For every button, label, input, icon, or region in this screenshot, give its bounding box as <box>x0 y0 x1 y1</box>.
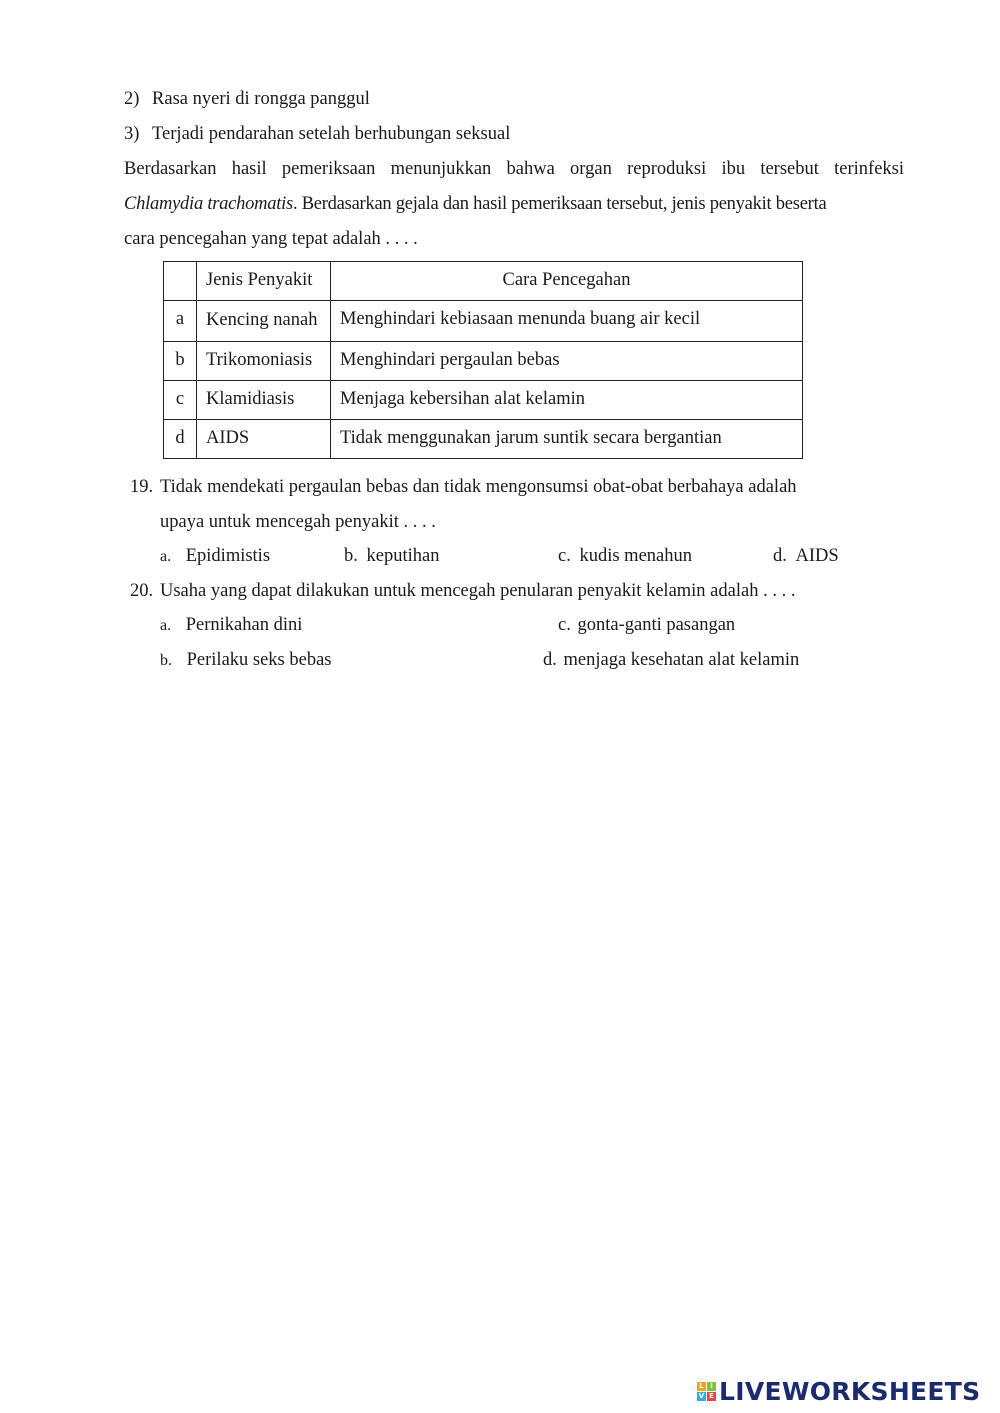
question-20-number: 20. <box>130 581 154 601</box>
q19-option-a-text: Epidimistis <box>185 546 271 566</box>
table-header-blank <box>164 262 197 301</box>
q20-option-b-text: Perilaku seks bebas <box>186 650 332 670</box>
q19-option-d-text: AIDS <box>795 546 839 566</box>
row-cara: Tidak menggunakan jarum suntik secara bergantian <box>331 420 803 459</box>
question-19-text-2: upaya untuk mencegah penyakit . . . . <box>160 512 436 532</box>
symptom-2-text: Rasa nyeri di rongga panggul <box>152 89 370 109</box>
logo-mark-icon <box>697 1382 716 1401</box>
row-cara: Menghindari kebiasaan menunda buang air kecil <box>331 301 803 342</box>
q19-option-d[interactable] <box>773 544 839 568</box>
liveworksheets-logo <box>697 1377 980 1406</box>
q20-option-a-text: Pernikahan dini <box>185 615 303 635</box>
table-row <box>164 381 803 420</box>
logo-mark-letter: L <box>697 1382 706 1391</box>
q19-option-a-label: a. <box>160 548 172 565</box>
question-19-number: 19. <box>130 477 154 497</box>
q20-option-a-label: a. <box>160 617 172 634</box>
q20-option-b[interactable] <box>160 648 332 673</box>
row-jenis: Klamidiasis <box>197 381 331 420</box>
row-label: c <box>164 381 197 420</box>
table-row <box>164 301 803 342</box>
row-cara: Menghindari pergaulan bebas <box>331 342 803 381</box>
table-row <box>164 420 803 459</box>
row-jenis: Kencing nanah <box>197 301 331 342</box>
q20-option-d-label: d. <box>543 650 557 670</box>
paragraph-line-3: cara pencegahan yang tepat adalah . . . . <box>124 229 418 249</box>
row-label: a <box>164 301 197 342</box>
row-jenis: Trikomoniasis <box>197 342 331 381</box>
q19-option-b[interactable] <box>344 544 439 568</box>
q19-option-a[interactable] <box>160 544 270 569</box>
answer-options-table <box>163 261 803 459</box>
row-cara: Menjaga kebersihan alat kelamin <box>331 381 803 420</box>
symptom-3-number: 3) <box>124 124 140 144</box>
symptom-2-number: 2) <box>124 89 140 109</box>
symptom-3 <box>124 122 510 146</box>
q19-option-c-text: kudis menahun <box>579 546 692 566</box>
row-jenis: AIDS <box>197 420 331 459</box>
table-row <box>164 342 803 381</box>
q20-option-a[interactable] <box>160 613 302 638</box>
q20-option-d[interactable] <box>543 648 799 672</box>
q19-option-d-label: d. <box>773 546 787 566</box>
organism-name: Chlamydia trachomatis <box>124 194 293 214</box>
row-label: d <box>164 420 197 459</box>
table-header-cara: Cara Pencegahan <box>331 262 803 301</box>
paragraph-line-1: Berdasarkan hasil pemeriksaan menunjukkan bahwa organ reproduksi ibu tersebut terinfeksi <box>124 159 904 179</box>
logo-mark-letter: I <box>707 1382 716 1391</box>
question-20-text-1: Usaha yang dapat dilakukan untuk mencegah penularan penyakit kelamin adalah . . . . <box>160 581 796 601</box>
paragraph-line-2 <box>124 192 826 216</box>
q19-option-c[interactable] <box>558 544 692 568</box>
q19-option-b-label: b. <box>344 546 358 566</box>
logo-mark-letter: E <box>707 1392 716 1401</box>
logo-text: LIVEWORKSHEETS <box>719 1377 981 1406</box>
q19-option-b-text: keputihan <box>366 546 440 566</box>
symptom-3-text: Terjadi pendarahan setelah berhubungan seksual <box>152 124 511 144</box>
row-label: b <box>164 342 197 381</box>
q20-option-c-label: c. <box>558 615 571 635</box>
table-header-jenis: Jenis Penyakit <box>197 262 331 301</box>
logo-mark-letter: V <box>698 1392 705 1400</box>
q20-option-d-text: menjaga kesehatan alat kelamin <box>563 650 800 670</box>
paragraph-line-2-rest: . Berdasarkan gejala dan hasil pemeriksaan tersebut, jenis penyakit beserta <box>292 194 827 214</box>
q19-option-c-label: c. <box>558 546 571 566</box>
q20-option-c[interactable] <box>558 613 735 637</box>
symptom-2 <box>124 87 370 111</box>
question-19-text-1: Tidak mendekati pergaulan bebas dan tidak mengonsumsi obat-obat berbahaya adalah <box>160 477 797 497</box>
q20-option-c-text: gonta-ganti pasangan <box>577 615 736 635</box>
q20-option-b-label: b. <box>160 652 172 669</box>
table-header-row <box>164 262 803 301</box>
